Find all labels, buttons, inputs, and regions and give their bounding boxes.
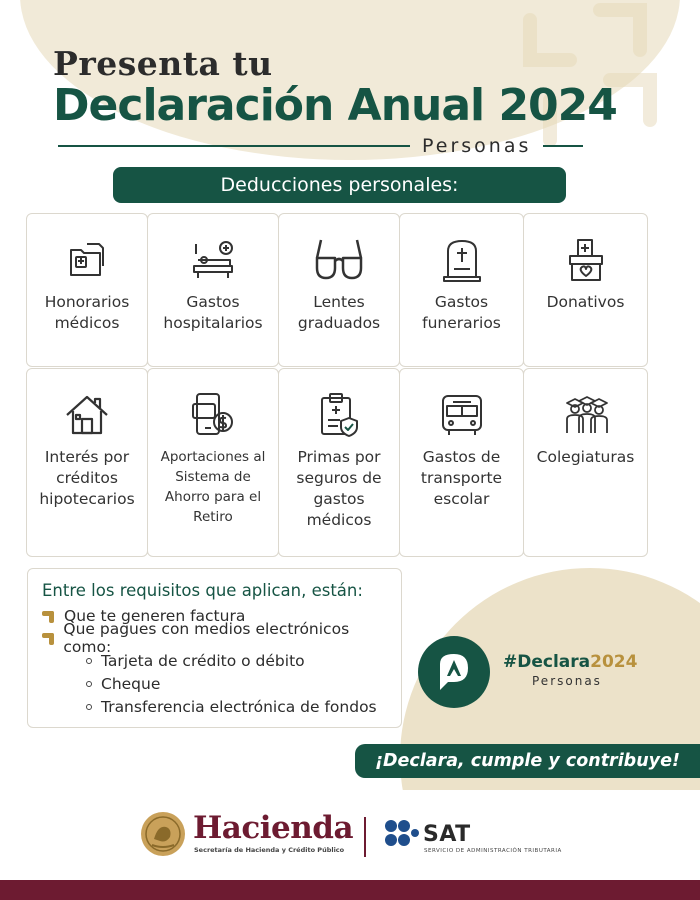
- deduction-card-donativos: [523, 213, 648, 367]
- savings-phone-icon: [191, 391, 235, 439]
- hospital-bed-icon: [190, 236, 236, 284]
- deduction-label: Donativos: [546, 293, 625, 311]
- requirement-sub-text: Cheque: [101, 674, 161, 693]
- bullet-icon: [42, 609, 56, 623]
- tombstone-icon: [442, 236, 482, 284]
- house-icon: [65, 391, 109, 439]
- requirements-title: Entre los requisitos que aplican, están:: [42, 581, 363, 600]
- medical-folder-icon: [67, 236, 107, 284]
- deduction-card-sar: [147, 368, 279, 557]
- requirement-sub-item: [86, 672, 387, 695]
- requirement-item: [42, 620, 387, 656]
- section-title: Deducciones personales:: [113, 167, 566, 203]
- requirement-text: Que pagues con medios electrónicos como:: [63, 620, 350, 656]
- circle-bullet-icon: [86, 681, 92, 687]
- deductions-grid: [26, 213, 648, 557]
- deduction-card-primas: [278, 368, 400, 557]
- sat-subtitle: SERVICIO DE ADMINISTRACIÓN TRIBUTARIA: [424, 848, 562, 854]
- donation-box-icon: [566, 236, 606, 284]
- deduction-label: Aportaciones al Sistema de Ahorro para el Retiro: [160, 449, 266, 525]
- hashtag-prefix: #Declara: [503, 652, 591, 672]
- insurance-clipboard-icon: [318, 391, 360, 439]
- slogan-banner: ¡Declara, cumple y contribuye!: [355, 744, 700, 778]
- requirement-sub-item: [86, 695, 387, 718]
- deduction-label: Gastos de transporte escolar: [420, 448, 503, 508]
- deduction-label: Gastos funerarios: [422, 293, 501, 332]
- glasses-icon: [315, 236, 363, 284]
- deduction-card-hipotecarios: [26, 368, 148, 557]
- subtitle-divider-left: [58, 145, 410, 147]
- subtitle-row: [58, 132, 624, 160]
- bullet-icon: [42, 631, 55, 645]
- deduction-card-funerarios: [399, 213, 524, 367]
- deduction-card-lentes: [278, 213, 400, 367]
- deduction-card-colegiaturas: [523, 368, 648, 557]
- requirement-sub-text: Tarjeta de crédito o débito: [101, 651, 305, 670]
- footer-divider: [364, 817, 366, 857]
- sat-logo-icon: [384, 819, 420, 851]
- declara-logo-icon: [418, 636, 490, 708]
- deduction-label: Lentes graduados: [297, 293, 381, 332]
- mexico-seal-icon: [140, 811, 186, 857]
- hacienda-subtitle: Secretaría de Hacienda y Crédito Público: [194, 846, 345, 854]
- deduction-label: Honorarios médicos: [44, 293, 130, 332]
- deduction-card-hospitalarios: [147, 213, 279, 367]
- campaign-hashtag: [503, 652, 637, 672]
- circle-bullet-icon: [86, 704, 92, 710]
- deduction-label: Gastos hospitalarios: [163, 293, 263, 332]
- requirement-text: Que te generen factura: [64, 607, 246, 625]
- hacienda-logo-text: Hacienda: [193, 810, 354, 846]
- deduction-card-transporte: [399, 368, 524, 557]
- sat-logo-text: SAT: [423, 822, 471, 847]
- subtitle: Personas: [422, 135, 532, 157]
- graduates-icon: [563, 391, 609, 439]
- deduction-label: Colegiaturas: [536, 448, 635, 466]
- requirement-sub-text: Transferencia electrónica de fondos: [101, 697, 377, 716]
- deduction-card-honorarios: [26, 213, 148, 367]
- requirements-box: [27, 568, 402, 728]
- page-title: Declaración Anual 2024: [53, 80, 617, 131]
- title-line-1: Presenta tu: [53, 44, 273, 83]
- deduction-label: Interés por créditos hipotecarios: [39, 448, 135, 508]
- school-bus-icon: [439, 391, 485, 439]
- deduction-label: Primas por seguros de gastos médicos: [296, 448, 382, 529]
- hashtag-year: 2024: [590, 652, 638, 672]
- subtitle-divider-right: [543, 145, 583, 147]
- campaign-subtitle: Personas: [532, 674, 602, 688]
- footer-bar: [0, 880, 700, 900]
- circle-bullet-icon: [86, 658, 92, 664]
